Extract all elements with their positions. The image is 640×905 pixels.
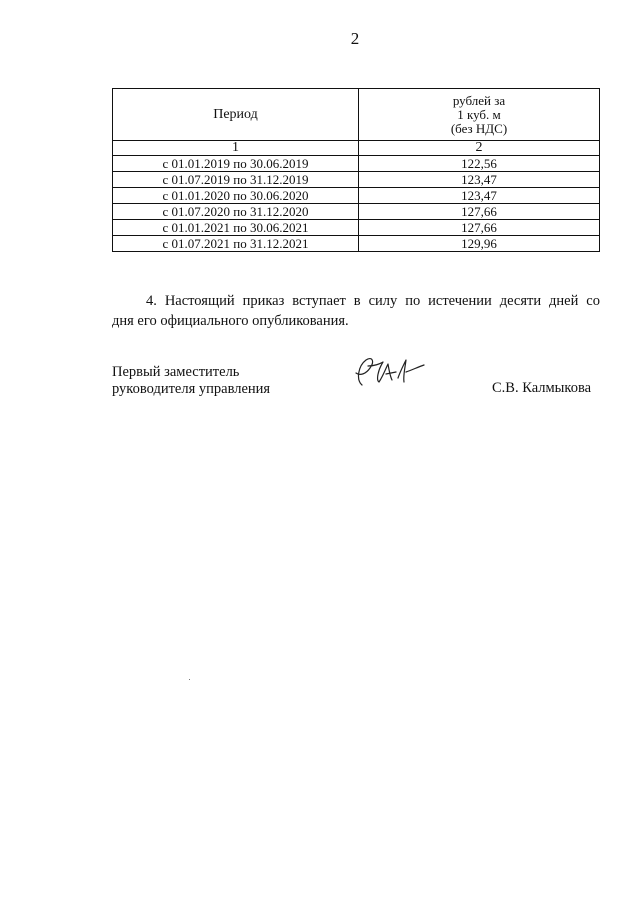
signatory-name: С.В. Калмыкова xyxy=(492,380,592,396)
table-row xyxy=(113,188,600,204)
table-row xyxy=(113,220,600,236)
table-row xyxy=(113,236,600,252)
header-price-line2: 1 куб. м xyxy=(457,106,501,122)
period-cell: с 01.01.2020 по 30.06.2020 xyxy=(113,188,359,204)
period-cell: с 01.01.2019 по 30.06.2019 xyxy=(113,156,359,172)
value-cell: 129,96 xyxy=(359,236,600,252)
header-price-line1: рублей за xyxy=(452,92,506,108)
signatory-title xyxy=(112,364,270,398)
period-cell: с 01.01.2021 по 30.06.2021 xyxy=(113,220,359,236)
period-cell: с 01.07.2019 по 31.12.2019 xyxy=(113,172,359,188)
column-number: 1 xyxy=(113,141,359,156)
column-number: 2 xyxy=(359,141,600,156)
clause-paragraph xyxy=(112,291,600,331)
clause-line2: дня его официального опубликования. xyxy=(112,313,349,329)
value-cell: 123,47 xyxy=(359,188,600,204)
header-price xyxy=(359,89,600,141)
clause-line1: 4. Настоящий приказ вступает в силу по истечении десяти дней со xyxy=(146,293,600,309)
value-cell: 127,66 xyxy=(359,204,600,220)
header-price-line3: (без НДС) xyxy=(450,120,508,136)
signatory-title-line1: Первый заместитель xyxy=(112,364,240,380)
period-cell: с 01.07.2021 по 31.12.2021 xyxy=(113,236,359,252)
column-number-row xyxy=(113,141,600,156)
value-cell: 123,47 xyxy=(359,172,600,188)
value-cell: 127,66 xyxy=(359,220,600,236)
table-row xyxy=(113,204,600,220)
handwritten-signature xyxy=(348,352,428,392)
table-row xyxy=(113,172,600,188)
scan-speck xyxy=(189,679,190,680)
value-cell: 122,56 xyxy=(359,156,600,172)
table-row xyxy=(113,156,600,172)
tariff-table xyxy=(112,88,600,252)
signatory-title-line2: руководителя управления xyxy=(112,381,271,397)
page-number: 2 xyxy=(350,29,360,48)
header-period: Период xyxy=(113,89,359,141)
period-cell: с 01.07.2020 по 31.12.2020 xyxy=(113,204,359,220)
table-header-row xyxy=(113,89,600,141)
